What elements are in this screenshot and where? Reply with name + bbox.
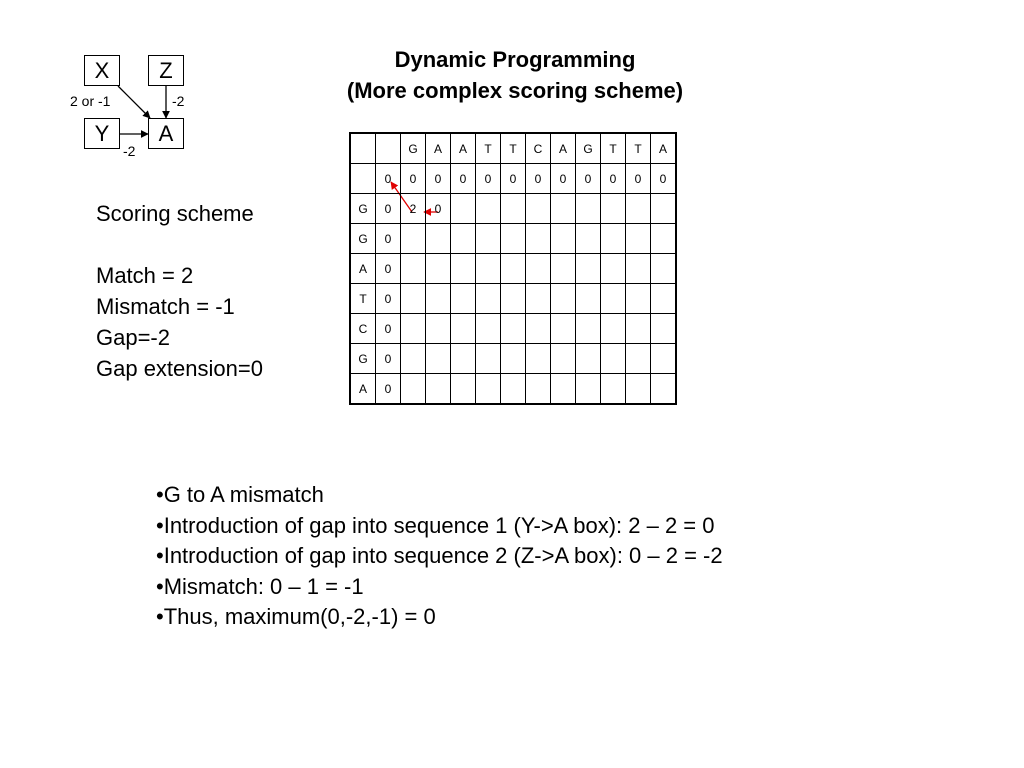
matrix-cell xyxy=(601,314,626,344)
matrix-cell: 2 xyxy=(401,194,426,224)
node-x-box: X xyxy=(84,55,120,86)
matrix-row xyxy=(350,133,676,164)
matrix-cell: 0 xyxy=(526,164,551,194)
matrix-cell xyxy=(626,254,651,284)
matrix-cell: 0 xyxy=(626,164,651,194)
matrix-cell xyxy=(401,284,426,314)
matrix-cell: A xyxy=(551,133,576,164)
matrix-cell xyxy=(451,254,476,284)
matrix-cell xyxy=(526,374,551,405)
matrix-cell xyxy=(576,224,601,254)
matrix-cell xyxy=(551,314,576,344)
matrix-cell xyxy=(526,344,551,374)
matrix-cell: A xyxy=(451,133,476,164)
matrix-row xyxy=(350,344,676,374)
matrix-cell xyxy=(576,284,601,314)
matrix-cell xyxy=(551,284,576,314)
matrix-cell: 0 xyxy=(376,164,401,194)
matrix-row xyxy=(350,254,676,284)
matrix-cell xyxy=(501,344,526,374)
matrix-cell xyxy=(476,254,501,284)
matrix-cell xyxy=(626,314,651,344)
matrix-cell xyxy=(476,314,501,344)
matrix-cell xyxy=(401,344,426,374)
matrix-cell xyxy=(576,344,601,374)
matrix-cell: A xyxy=(651,133,677,164)
matrix-cell xyxy=(576,194,601,224)
matrix-cell xyxy=(626,224,651,254)
matrix-cell xyxy=(576,254,601,284)
matrix-cell xyxy=(526,254,551,284)
matrix-cell xyxy=(601,194,626,224)
explanation-list xyxy=(156,480,723,633)
matrix-cell: 0 xyxy=(376,194,401,224)
matrix-cell: 0 xyxy=(376,254,401,284)
matrix-cell xyxy=(501,314,526,344)
matrix-cell: A xyxy=(350,254,376,284)
matrix-row xyxy=(350,164,676,194)
matrix-cell xyxy=(576,314,601,344)
matrix-cell xyxy=(501,194,526,224)
matrix-cell xyxy=(626,194,651,224)
matrix-cell: T xyxy=(601,133,626,164)
matrix-cell xyxy=(426,374,451,405)
matrix-cell: 0 xyxy=(476,164,501,194)
matrix-cell xyxy=(476,284,501,314)
matrix-cell xyxy=(501,284,526,314)
matrix-cell xyxy=(476,194,501,224)
matrix-cell: G xyxy=(350,194,376,224)
node-y-box: Y xyxy=(84,118,120,149)
node-z-box: Z xyxy=(148,55,184,86)
matrix-cell xyxy=(651,224,677,254)
matrix-cell xyxy=(651,254,677,284)
matrix-cell xyxy=(526,284,551,314)
matrix-cell: T xyxy=(476,133,501,164)
matrix-cell: 0 xyxy=(376,284,401,314)
matrix-row xyxy=(350,224,676,254)
matrix-cell: G xyxy=(576,133,601,164)
matrix-cell xyxy=(426,314,451,344)
matrix-cell: A xyxy=(350,374,376,405)
edge-x-to-a-arrow xyxy=(118,86,150,118)
title-line-2: (More complex scoring scheme) xyxy=(346,78,684,103)
matrix-cell: 0 xyxy=(551,164,576,194)
matrix-cell: 0 xyxy=(451,164,476,194)
node-a-box: A xyxy=(148,118,184,149)
matrix-cell xyxy=(551,344,576,374)
matrix-cell xyxy=(476,224,501,254)
matrix-row xyxy=(350,194,676,224)
edge-y-to-a-label: -2 xyxy=(123,143,136,159)
matrix-cell xyxy=(651,314,677,344)
matrix-cell xyxy=(350,133,376,164)
matrix-cell: 0 xyxy=(376,344,401,374)
matrix-cell xyxy=(626,344,651,374)
matrix-cell xyxy=(476,344,501,374)
matrix-cell xyxy=(626,374,651,405)
matrix-cell xyxy=(576,374,601,405)
matrix-cell xyxy=(426,284,451,314)
matrix-cell xyxy=(601,374,626,405)
matrix-cell: 0 xyxy=(576,164,601,194)
title-line-1: Dynamic Programming xyxy=(394,47,636,72)
matrix-cell: 0 xyxy=(376,314,401,344)
matrix-cell xyxy=(526,314,551,344)
scoring-heading: Scoring scheme xyxy=(96,201,254,226)
matrix-cell xyxy=(476,374,501,405)
matrix-row xyxy=(350,314,676,344)
matrix-cell: 0 xyxy=(651,164,677,194)
scoring-spacer xyxy=(96,229,263,260)
matrix-cell xyxy=(451,314,476,344)
matrix-cell xyxy=(451,194,476,224)
matrix-cell: G xyxy=(401,133,426,164)
matrix-cell xyxy=(626,284,651,314)
matrix-cell: T xyxy=(626,133,651,164)
explanation-item: •G to A mismatch xyxy=(156,482,324,507)
matrix-cell: C xyxy=(350,314,376,344)
matrix-cell xyxy=(401,254,426,284)
explanation-item: •Introduction of gap into sequence 2 (Z->A box): 0 – 2 = -2 xyxy=(156,543,723,568)
matrix-cell xyxy=(601,344,626,374)
matrix-cell: 0 xyxy=(376,224,401,254)
scoring-scheme xyxy=(96,198,263,384)
edge-z-to-a-label: -2 xyxy=(172,93,185,109)
matrix-cell xyxy=(451,224,476,254)
matrix-cell xyxy=(426,254,451,284)
scoring-gap-extension: Gap extension=0 xyxy=(96,356,263,381)
scoring-gap: Gap=-2 xyxy=(96,325,170,350)
matrix-cell: T xyxy=(501,133,526,164)
matrix-cell xyxy=(526,194,551,224)
matrix-cell xyxy=(551,224,576,254)
matrix-row xyxy=(350,284,676,314)
matrix-cell: A xyxy=(426,133,451,164)
matrix-cell xyxy=(551,254,576,284)
matrix-cell xyxy=(651,194,677,224)
matrix-cell: 0 xyxy=(601,164,626,194)
matrix-cell xyxy=(551,374,576,405)
matrix-cell xyxy=(501,224,526,254)
matrix-row xyxy=(350,374,676,405)
explanation-item: •Thus, maximum(0,-2,-1) = 0 xyxy=(156,604,436,629)
matrix-cell: 0 xyxy=(501,164,526,194)
matrix-cell xyxy=(551,194,576,224)
matrix-cell xyxy=(601,284,626,314)
matrix-cell xyxy=(601,254,626,284)
matrix-cell xyxy=(651,284,677,314)
matrix-cell: C xyxy=(526,133,551,164)
explanation-item: •Mismatch: 0 – 1 = -1 xyxy=(156,573,364,599)
matrix-cell: 0 xyxy=(426,164,451,194)
matrix-cell xyxy=(401,224,426,254)
matrix-cell xyxy=(401,314,426,344)
matrix-cell xyxy=(651,374,677,405)
matrix-cell xyxy=(601,224,626,254)
dp-matrix xyxy=(349,132,677,405)
matrix-cell xyxy=(451,344,476,374)
explanation-item: •Introduction of gap into sequence 1 (Y->A box): 2 – 2 = 0 xyxy=(156,512,715,538)
edge-x-to-a-label: 2 or -1 xyxy=(70,93,111,109)
matrix-cell xyxy=(501,374,526,405)
matrix-cell: T xyxy=(350,284,376,314)
scoring-match: Match = 2 xyxy=(96,263,194,288)
matrix-cell: 0 xyxy=(376,374,401,405)
matrix-cell: 0 xyxy=(401,164,426,194)
matrix-cell xyxy=(426,224,451,254)
matrix-cell xyxy=(451,284,476,314)
matrix-cell xyxy=(376,133,401,164)
matrix-cell xyxy=(651,344,677,374)
matrix-cell xyxy=(451,374,476,405)
matrix-cell xyxy=(401,374,426,405)
matrix-cell: 0 xyxy=(426,194,451,224)
matrix-cell: G xyxy=(350,224,376,254)
matrix-cell xyxy=(526,224,551,254)
matrix-cell xyxy=(350,164,376,194)
matrix-cell xyxy=(501,254,526,284)
scoring-mismatch: Mismatch = -1 xyxy=(96,294,235,319)
matrix-cell: G xyxy=(350,344,376,374)
matrix-cell xyxy=(426,344,451,374)
